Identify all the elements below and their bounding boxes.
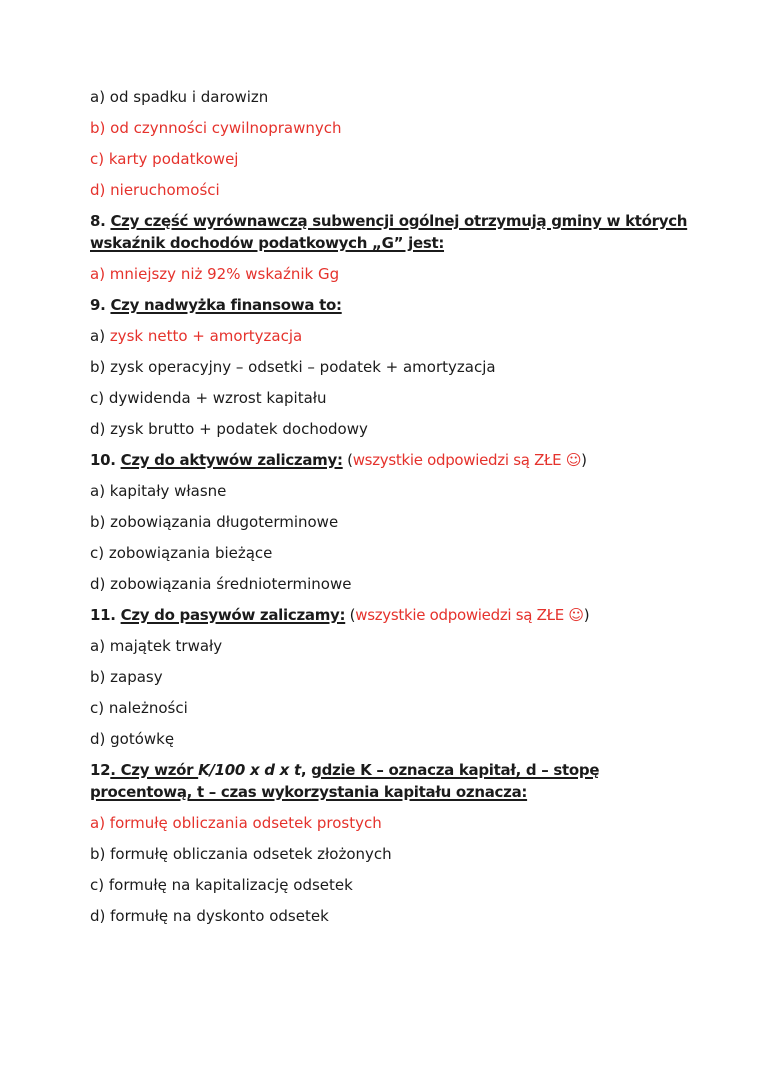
text-run: 8. bbox=[90, 212, 111, 230]
correct-answer-text: d) nieruchomości bbox=[90, 181, 220, 199]
text-run: a) od spadku i darowizn bbox=[90, 88, 269, 106]
correct-answer-text: b) od czynności cywilnoprawnych bbox=[90, 119, 342, 137]
text-run: d) zobowiązania średnioterminowe bbox=[90, 575, 352, 593]
text-run: wskaźnik dochodów podatkowych „G” jest: bbox=[90, 234, 445, 252]
text-run: Czy do aktywów zaliczamy: bbox=[120, 451, 343, 469]
answer-option bbox=[90, 179, 672, 201]
text-run: b) zysk operacyjny – odsetki – podatek + amortyzacja bbox=[90, 358, 496, 376]
text-run: ) bbox=[583, 606, 590, 624]
answer-option bbox=[90, 480, 672, 502]
text-run: d) formułę na dyskonto odsetek bbox=[90, 907, 329, 925]
text-run: Czy do pasywów zaliczamy: bbox=[120, 606, 346, 624]
text-run: K/100 x d x t bbox=[198, 761, 301, 779]
text-run: 12 bbox=[90, 761, 111, 779]
text-run: b) zapasy bbox=[90, 668, 163, 686]
answer-option bbox=[90, 812, 672, 834]
answer-option bbox=[90, 874, 672, 896]
question-heading bbox=[90, 759, 672, 803]
answer-option bbox=[90, 356, 672, 378]
answer-option bbox=[90, 148, 672, 170]
text-run: d) zysk brutto + podatek dochodowy bbox=[90, 420, 368, 438]
text-run: , bbox=[300, 761, 312, 779]
text-run: Czy nadwyżka finansowa to: bbox=[110, 296, 342, 314]
question-heading bbox=[90, 294, 672, 316]
text-run: c) należności bbox=[90, 699, 188, 717]
answer-option bbox=[90, 697, 672, 719]
text-run: c) zobowiązania bieżące bbox=[90, 544, 273, 562]
text-run: c) dywidenda + wzrost kapitału bbox=[90, 389, 327, 407]
answer-option bbox=[90, 325, 672, 347]
text-run: ( bbox=[345, 606, 356, 624]
text-run: a) majątek trwały bbox=[90, 637, 223, 655]
text-run: ) bbox=[581, 451, 587, 469]
text-run: b) formułę obliczania odsetek złożonych bbox=[90, 845, 392, 863]
correct-answer-text: a) mniejszy niż 92% wskaźnik Gg bbox=[90, 265, 340, 283]
correct-answer-text: wszystkie odpowiedzi są ZŁE ☺ bbox=[352, 451, 582, 469]
text-run: gdzie K – oznacza kapitał, d – stopę bbox=[311, 761, 600, 779]
text-run: 10. bbox=[90, 451, 121, 469]
text-run: procentową, t – czas wykorzystania kapitału oznacza: bbox=[90, 783, 528, 801]
correct-answer-text: wszystkie odpowiedzi są ZŁE ☺ bbox=[355, 606, 584, 624]
text-run: . Czy wzór bbox=[110, 761, 199, 779]
answer-option bbox=[90, 542, 672, 564]
answer-option bbox=[90, 511, 672, 533]
answer-option bbox=[90, 263, 672, 285]
text-run: 9. bbox=[90, 296, 111, 314]
correct-answer-text: c) karty podatkowej bbox=[90, 150, 239, 168]
answer-option bbox=[90, 905, 672, 927]
answer-option bbox=[90, 117, 672, 139]
text-run: d) gotówkę bbox=[90, 730, 175, 748]
text-run: Czy część wyrównawczą subwencji ogólnej otrzymują gminy w których bbox=[110, 212, 688, 230]
question-heading bbox=[90, 449, 672, 471]
text-run: c) formułę na kapitalizację odsetek bbox=[90, 876, 353, 894]
text-run: ( bbox=[342, 451, 353, 469]
text-run: a) bbox=[90, 327, 110, 345]
text-run: 11. bbox=[90, 606, 121, 624]
text-run: a) kapitały własne bbox=[90, 482, 227, 500]
answer-option bbox=[90, 573, 672, 595]
answer-option bbox=[90, 728, 672, 750]
question-heading bbox=[90, 604, 672, 626]
answer-option bbox=[90, 666, 672, 688]
text-run: b) zobowiązania długoterminowe bbox=[90, 513, 339, 531]
answer-option bbox=[90, 418, 672, 440]
question-heading bbox=[90, 210, 688, 254]
answer-option bbox=[90, 843, 672, 865]
correct-answer-text: a) formułę obliczania odsetek prostych bbox=[90, 814, 382, 832]
correct-answer-text: zysk netto + amortyzacja bbox=[109, 327, 303, 345]
answer-option bbox=[90, 387, 672, 409]
answer-option bbox=[90, 635, 672, 657]
answer-option bbox=[90, 86, 672, 108]
